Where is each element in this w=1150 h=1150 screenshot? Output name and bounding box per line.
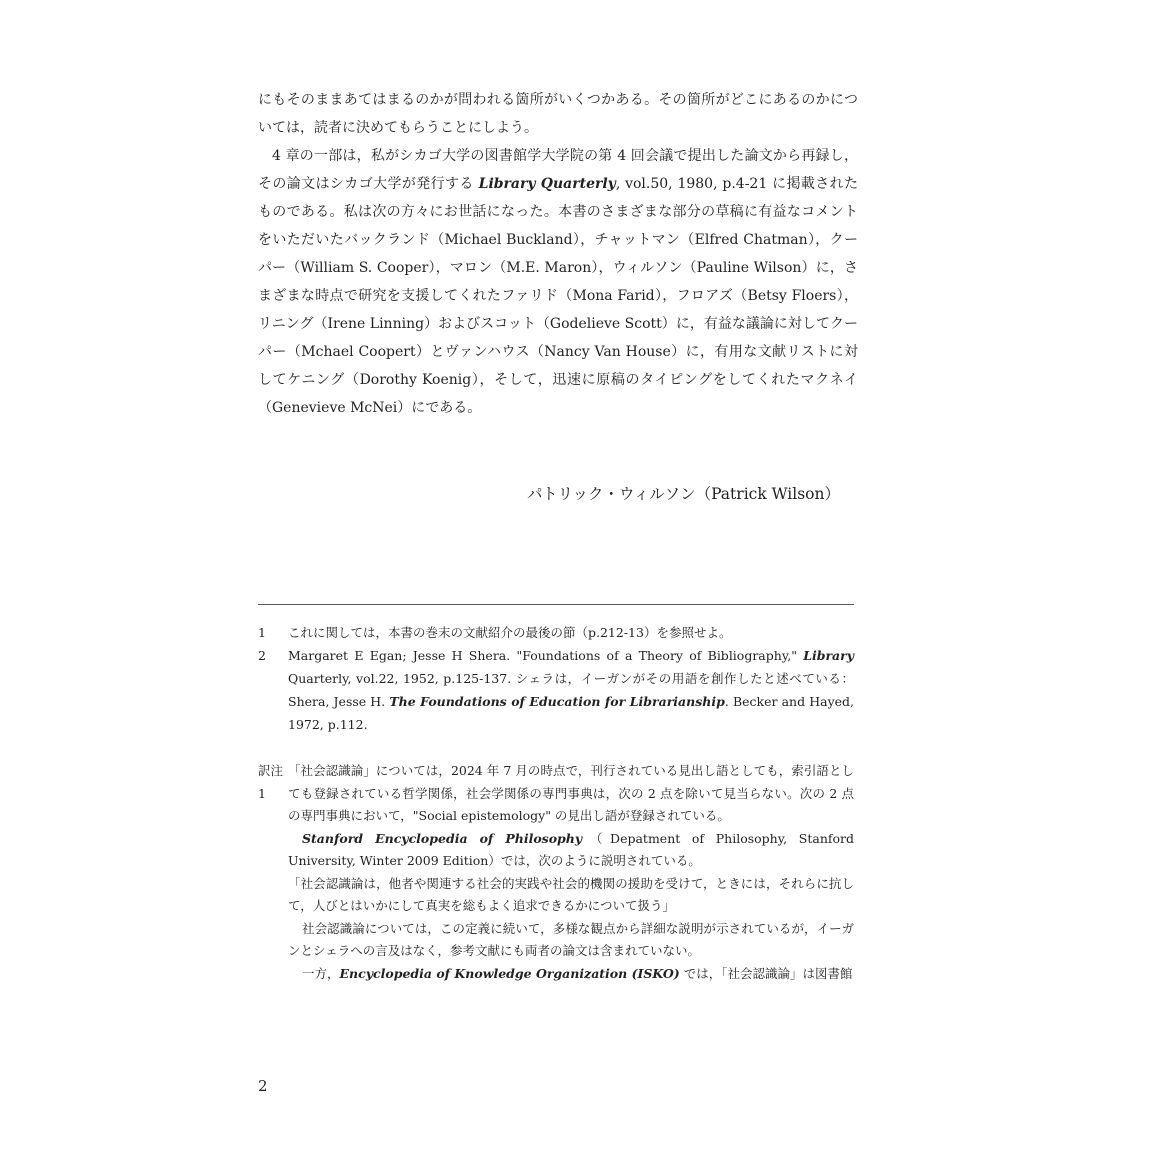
fn2-text-c: . Becker and Hayed, 1972, p.112.	[288, 694, 855, 732]
note-stanford-paragraph	[288, 828, 854, 873]
note-label: 訳注 1	[258, 763, 284, 801]
note-paragraph-3: 社会認識論については，この定義に続いて，多様な観点から詳細な説明が示されているが，イーガンとシェラへの言及はなく，参考文献にも両者の論文は含まれていない。	[288, 920, 854, 958]
fn2-journal: Library	[803, 648, 854, 663]
note-body	[288, 828, 854, 986]
footnote-divider	[258, 604, 854, 605]
footnote-1	[258, 621, 854, 644]
paragraph-1: にもそのままあてはまるのかが問われる箇所がいくつかある。その箇所がどこにあるのかについては，読者に決めてもらうことにしよう。	[258, 92, 858, 136]
main-text	[258, 86, 858, 422]
fn2-text-a: Margaret E Egan; Jesse H Shera. "Foundations of a Theory of Bibliography,"	[288, 648, 804, 663]
ack-text-a: 4 章の一部は，私がシカゴ大学の図書館学大学院の第 4 回会議で提出した論文から再録し，その論文はシカゴ大学が発行する	[258, 148, 858, 192]
footnote-number: 1	[258, 625, 266, 640]
translator-notes	[258, 760, 854, 985]
footnote-2	[258, 644, 854, 736]
note-quote: 「社会認識論は，他者や関連する社会的実践や社会的機関の援助を受けて，ときには，それらに抗して，人びとはいかにして真実を総もよく追求できるかについて扱う」	[288, 875, 854, 913]
footnote-text	[288, 644, 854, 736]
fn2-book-title: The Foundations of Education for Librarianship	[389, 694, 725, 709]
stanford-title: Stanford Encyclopedia of Philosophy	[302, 830, 583, 846]
paragraph-acknowledgements	[258, 142, 858, 422]
para4-b: では，「社会認識論」は図書館	[679, 965, 853, 981]
footnote-number: 2	[258, 648, 266, 663]
page-number: 2	[258, 1077, 268, 1095]
footnote-text: これに関しては，本書の巻末の文献紹介の最後の節（p.212-13）を参照せよ。	[288, 625, 732, 640]
author-signature: パトリック・ウィルソン（Patrick Wilson）	[526, 485, 840, 503]
footnotes	[258, 621, 854, 736]
translator-note-1	[258, 760, 854, 828]
journal-title: Library Quarterly	[478, 176, 616, 192]
note-first-paragraph: 「社会認識論」については，2024 年 7 月の時点で，刊行されている見出し語としても，索引語としても登録されている哲学関係，社会学関係の専門事典は，次の 2 点を除いて見当らない。次の 2 点の専門事典において，"Social epistemology" の見出し語が登録されている。	[288, 763, 854, 823]
para4-a: 一方，	[302, 965, 340, 981]
fn2-text-b: Quarterly, vol.22, 1952, p.125-137. シェラは，イーガンがその用語を創作したと述べている：Shera, Jesse H.	[288, 671, 854, 709]
note-paragraph-4	[288, 963, 854, 986]
stanford-rest: （Depatment of Philosophy, Stanford University, Winter 2009 Edition）では，次のように説明されている。	[288, 830, 854, 868]
ack-text-b: , vol.50, 1980, p.4-21 に掲載されたものである。私は次の方々にお世話になった。本書のさまざまな部分の草稿に有益なコメントをいただいたバックランド（Michael Buckland），チャットマン（Elfred Chatman），クーパー（William S. Cooper），マロン（M.E. Maron），ウィルソン（Pauline Wilson）に，さまざまな時点で研究を支援してくれたファリド（Mona Farid），フロアズ（Betsy Floers），リニング（Irene Linning）およびスコット（Godelieve Scott）に，有益な議論に対してクーパー（Mchael Coopert）とヴァンハウス（Nancy Van House）に，有用な文献リストに対してケニング（Dorothy Koenig），そして，迅速に原稿のタイピングをしてくれたマクネイ（Genevieve McNei）にである。	[258, 176, 858, 416]
isko-title: Encyclopedia of Knowledge Organization (ISKO)	[339, 965, 680, 981]
